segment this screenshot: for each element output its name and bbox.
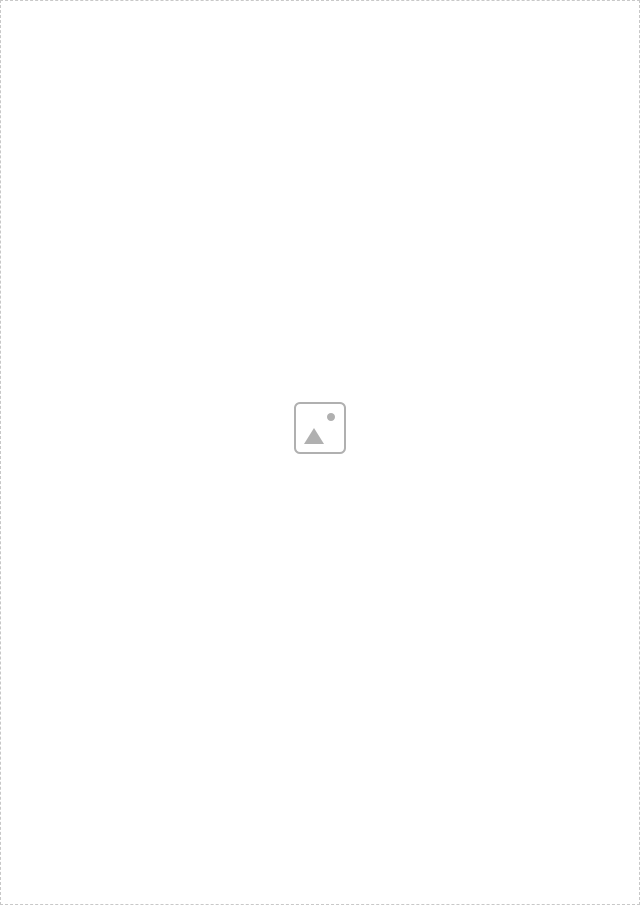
image-placeholder-icon <box>294 402 346 454</box>
